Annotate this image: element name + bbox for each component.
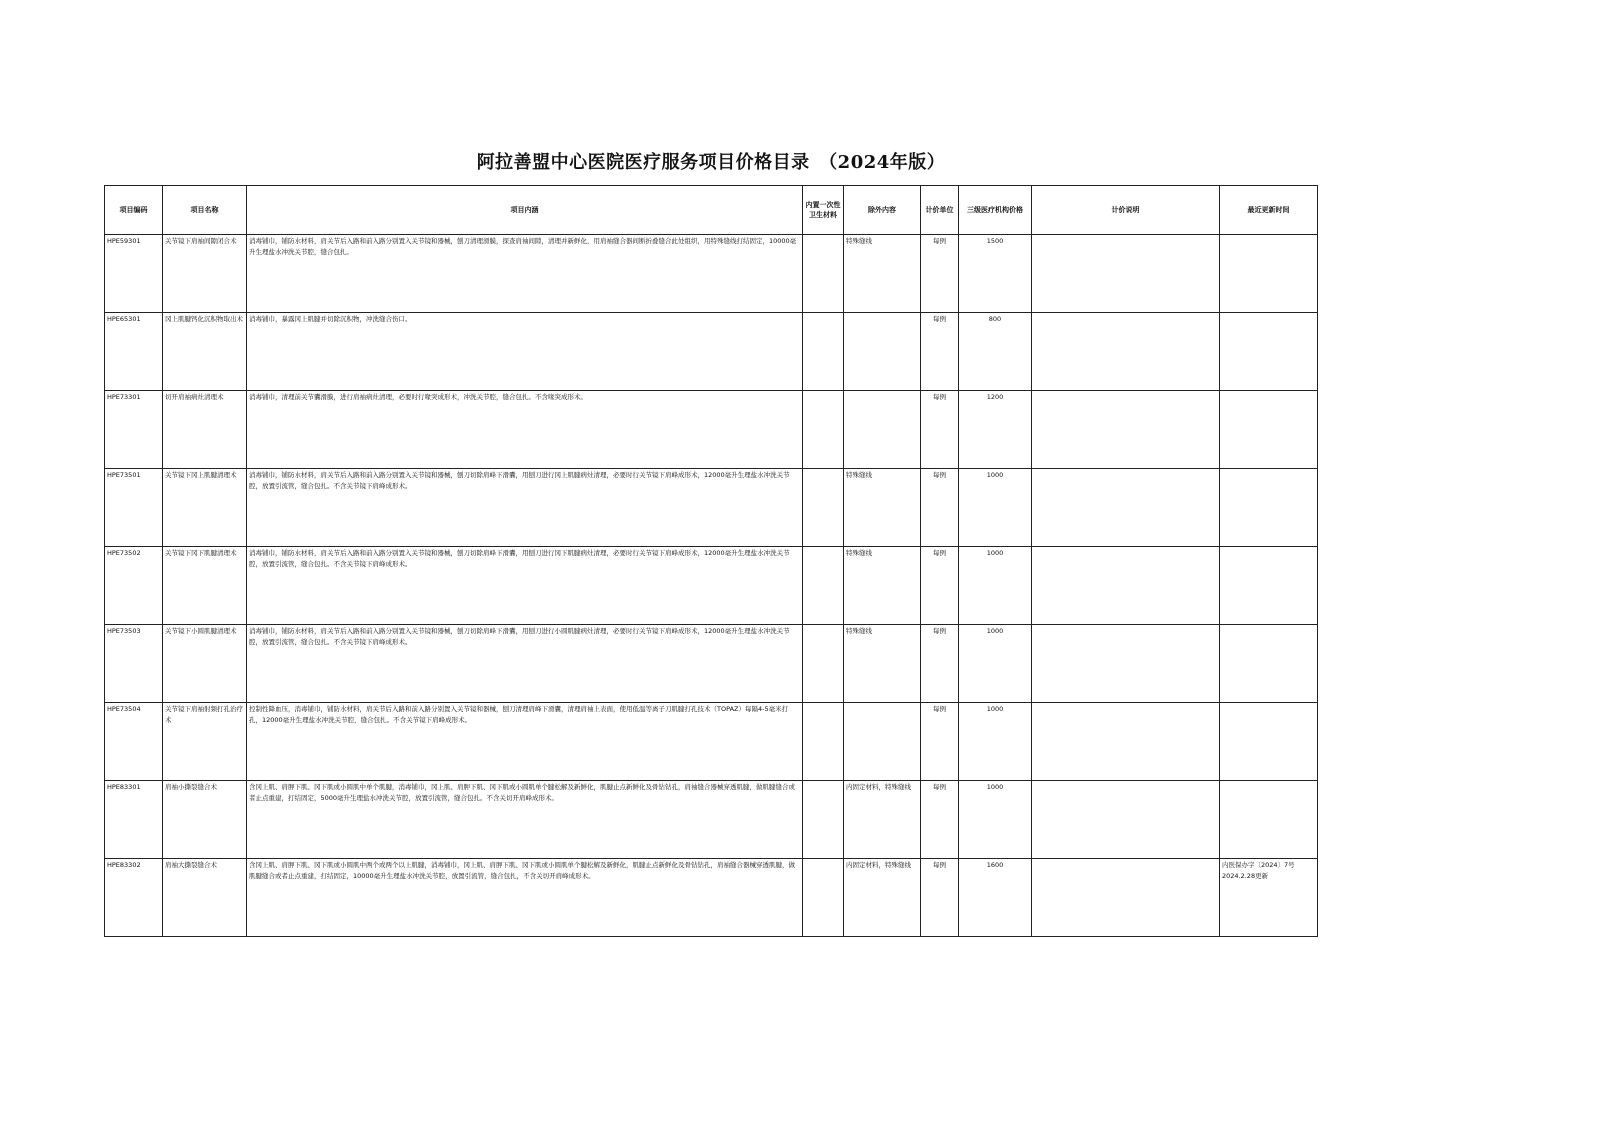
header-desc: 计价说明 <box>1032 186 1220 235</box>
cell-price: 1000 <box>959 781 1032 859</box>
cell-exclude: 内固定材料，特殊缝线 <box>844 781 921 859</box>
cell-updated <box>1220 703 1318 781</box>
cell-content: 含冈上肌、肩胛下肌、冈下肌或小圆肌中两个或两个以上肌腱，消毒铺巾，冈上肌、肩胛下肌、冈下肌或小圆肌单个腱松解及新鲜化，肌腱止点新鲜化及骨钻钻孔，肩袖缝合器械穿透肌腱，做肌腱缝合或者止点重建，打结固定，10000毫升生理盐水冲洗关节腔，放置引流管，缝合包扎，不含关切开肩峰成形术。 <box>247 859 803 937</box>
cell-desc <box>1032 859 1220 937</box>
table-row <box>105 625 1318 703</box>
header-code: 项目编码 <box>105 186 163 235</box>
cell-updated <box>1220 235 1318 313</box>
cell-name: 关节镜下冈上肌腱清理术 <box>163 469 247 547</box>
cell-code: HPE83301 <box>105 781 163 859</box>
cell-exclude: 特殊缝线 <box>844 625 921 703</box>
cell-material <box>803 547 844 625</box>
cell-unit: 每例 <box>921 781 959 859</box>
table-row <box>105 235 1318 313</box>
cell-material <box>803 391 844 469</box>
cell-desc <box>1032 391 1220 469</box>
header-name: 项目名称 <box>163 186 247 235</box>
cell-name: 关节镜下肩袖射频打孔治疗术 <box>163 703 247 781</box>
cell-desc <box>1032 469 1220 547</box>
cell-unit: 每例 <box>921 547 959 625</box>
cell-desc <box>1032 547 1220 625</box>
header-unit: 计价单位 <box>921 186 959 235</box>
cell-desc <box>1032 235 1220 313</box>
cell-exclude <box>844 313 921 391</box>
cell-material <box>803 859 844 937</box>
cell-name: 关节镜下肩袖间隙闭合术 <box>163 235 247 313</box>
cell-updated <box>1220 625 1318 703</box>
table-row <box>105 781 1318 859</box>
header-updated: 最近更新时间 <box>1220 186 1318 235</box>
cell-code: HPE59301 <box>105 235 163 313</box>
price-table <box>104 185 1318 937</box>
cell-price: 1500 <box>959 235 1032 313</box>
cell-unit: 每例 <box>921 703 959 781</box>
cell-material <box>803 469 844 547</box>
table-row <box>105 859 1318 937</box>
cell-desc <box>1032 625 1220 703</box>
table-row <box>105 469 1318 547</box>
cell-price: 1000 <box>959 625 1032 703</box>
cell-content: 消毒铺巾，铺防水材料，肩关节后入路和前入路分别置入关节镜和器械，刨刀切除肩峰下滑囊，用刨刀进行冈下肌腱病灶清理，必要时行关节镜下肩峰成形术，12000毫升生理盐水冲洗关节腔，放置引流管，缝合包扎。不含关节镜下肩峰成形术。 <box>247 547 803 625</box>
cell-content: 消毒铺巾，暴露冈上肌腱并切除沉积物，冲洗缝合伤口。 <box>247 313 803 391</box>
cell-name: 肩袖小撕裂缝合术 <box>163 781 247 859</box>
cell-exclude: 特殊缝线 <box>844 469 921 547</box>
cell-content: 控制性降血压，消毒铺巾，铺防水材料，肩关节后入路和前入路分别置入关节镜和器械，刨刀清理肩峰下滑囊，清理肩袖上表面，使用低温等离子刀肌腱打孔技术（TOPAZ）每隔4-5毫米打孔，12000毫升生理盐水冲洗关节腔，缝合包扎。不含关节镜下肩峰成形术。 <box>247 703 803 781</box>
cell-updated <box>1220 781 1318 859</box>
cell-updated <box>1220 547 1318 625</box>
cell-unit: 每例 <box>921 625 959 703</box>
cell-code: HPE83302 <box>105 859 163 937</box>
page-title: 阿拉善盟中心医院医疗服务项目价格目录 （2024年版） <box>476 152 946 173</box>
cell-desc <box>1032 313 1220 391</box>
cell-exclude: 特殊缝线 <box>844 235 921 313</box>
cell-content: 含冈上肌、肩胛下肌、冈下肌或小圆肌中单个肌腱，消毒铺巾，冈上肌、肩胛下肌、冈下肌或小圆肌单个腱松解及新鲜化，肌腱止点新鲜化及骨钻钻孔，肩袖缝合器械穿透肌腱，做肌腱缝合或者止点重建，打结固定，5000毫升生理盐水冲洗关节腔，放置引流管，缝合包扎。不含关切开肩峰成形术。 <box>247 781 803 859</box>
cell-name: 切开肩袖病灶清理术 <box>163 391 247 469</box>
cell-price: 1200 <box>959 391 1032 469</box>
header-exclude: 除外内容 <box>844 186 921 235</box>
cell-updated: 内医保办字〔2024〕7号 2024.2.28更新 <box>1220 859 1318 937</box>
table-row <box>105 391 1318 469</box>
cell-unit: 每例 <box>921 313 959 391</box>
cell-price: 1000 <box>959 547 1032 625</box>
cell-price: 800 <box>959 313 1032 391</box>
cell-material <box>803 235 844 313</box>
cell-material <box>803 781 844 859</box>
cell-code: HPE73301 <box>105 391 163 469</box>
cell-code: HPE73504 <box>105 703 163 781</box>
cell-price: 1000 <box>959 703 1032 781</box>
table-header-row <box>105 186 1318 235</box>
cell-unit: 每例 <box>921 235 959 313</box>
cell-updated <box>1220 469 1318 547</box>
cell-unit: 每例 <box>921 469 959 547</box>
cell-code: HPE65301 <box>105 313 163 391</box>
cell-code: HPE73503 <box>105 625 163 703</box>
cell-exclude: 内固定材料，特殊缝线 <box>844 859 921 937</box>
cell-material <box>803 313 844 391</box>
cell-name: 肩袖大撕裂缝合术 <box>163 859 247 937</box>
cell-updated <box>1220 391 1318 469</box>
cell-name: 关节镜下小圆肌腱清理术 <box>163 625 247 703</box>
header-material: 内置一次性卫生材料 <box>803 186 844 235</box>
cell-name: 冈上肌腱钙化沉积物取出术 <box>163 313 247 391</box>
cell-name: 关节镜下冈下肌腱清理术 <box>163 547 247 625</box>
cell-desc <box>1032 781 1220 859</box>
cell-content: 消毒铺巾，铺防水材料，肩关节后入路和前入路分别置入关节镜和器械，刨刀清理滑膜，探查肩袖间隙，清理并新鲜化，用肩袖缝合器间断折叠缝合此处组织，用特殊缝线打结固定，10000毫升生理盐水冲洗关节腔，缝合包扎。 <box>247 235 803 313</box>
cell-price: 1000 <box>959 469 1032 547</box>
table-row <box>105 703 1318 781</box>
cell-content: 消毒铺巾，清理前关节囊滑膜，进行肩袖病灶清理，必要时行喙突成形术，冲洗关节腔，缝合包扎。不含喙突成形术。 <box>247 391 803 469</box>
cell-exclude <box>844 703 921 781</box>
header-content: 项目内涵 <box>247 186 803 235</box>
cell-material <box>803 625 844 703</box>
table-row <box>105 547 1318 625</box>
cell-code: HPE73502 <box>105 547 163 625</box>
cell-price: 1600 <box>959 859 1032 937</box>
cell-unit: 每例 <box>921 859 959 937</box>
cell-code: HPE73501 <box>105 469 163 547</box>
cell-unit: 每例 <box>921 391 959 469</box>
table-row <box>105 313 1318 391</box>
header-price: 三级医疗机构价格 <box>959 186 1032 235</box>
cell-desc <box>1032 703 1220 781</box>
cell-content: 消毒铺巾，铺防水材料，肩关节后入路和前入路分别置入关节镜和器械，刨刀切除肩峰下滑囊，用刨刀进行冈上肌腱病灶清理，必要时行关节镜下肩峰成形术，12000毫升生理盐水冲洗关节腔，放置引流管，缝合包扎。不含关节镜下肩峰成形术。 <box>247 469 803 547</box>
cell-exclude <box>844 391 921 469</box>
cell-exclude: 特殊缝线 <box>844 547 921 625</box>
cell-material <box>803 703 844 781</box>
cell-content: 消毒铺巾，铺防水材料，肩关节后入路和前入路分别置入关节镜和器械，刨刀切除肩峰下滑囊，用刨刀进行小圆肌腱病灶清理，必要时行关节镜下肩峰成形术，12000毫升生理盐水冲洗关节腔，放置引流管，缝合包扎。不含关节镜下肩峰成形术。 <box>247 625 803 703</box>
cell-updated <box>1220 313 1318 391</box>
